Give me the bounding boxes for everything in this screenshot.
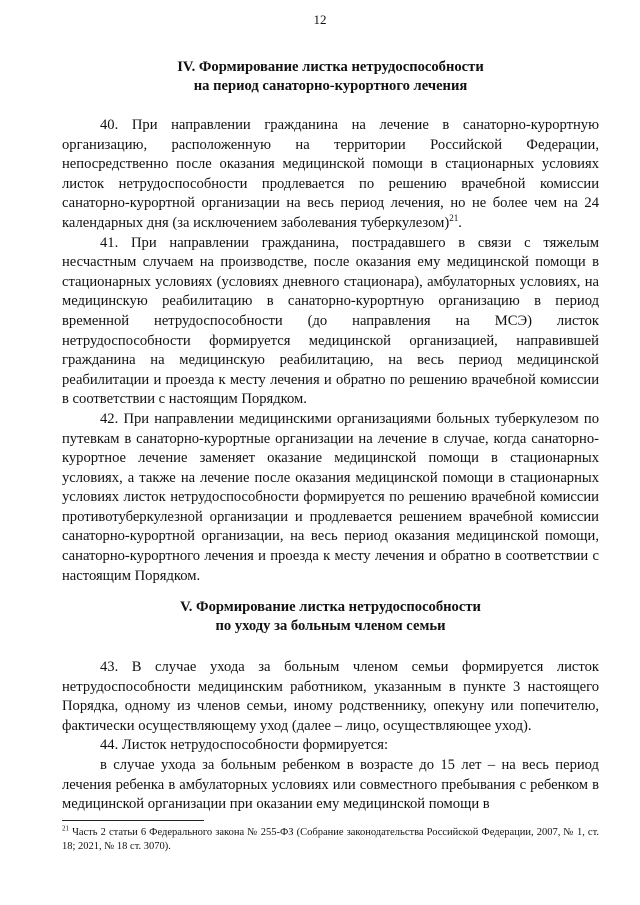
section-v-heading [62, 598, 599, 636]
section-v-body [62, 658, 599, 815]
paragraph-40-tail: . [458, 214, 462, 231]
footnote-mark: 21 [62, 824, 69, 833]
section-iv-body [62, 116, 599, 586]
paragraph-44-item: в случае ухода за больным ребенком в возрасте до 15 лет – на весь период лечения ребенка в амбулаторных условиях или совместного пребывания с ребенком в медицинской организации при оказании ему медицинской помощи в [62, 756, 599, 813]
footnote-divider [62, 820, 204, 821]
page-number: 12 [313, 12, 327, 27]
section-iv-heading [62, 58, 599, 96]
section-v-title-line2: по уходу за больным членом семьи [215, 618, 446, 634]
footnote-21 [62, 826, 599, 854]
section-iv-title-line1: IV. Формирование листка нетрудоспособности [177, 59, 484, 75]
paragraph-40-text: 40. При направлении гражданина на лечение в санаторно-курортную организацию, расположенную на территории Российской Федерации, непосредственно после оказания медицинской помощи в стационарных условиях листок нетрудоспособности продлевается по решению врачебной комиссии санаторно-курортной организации на весь период лечения, но не более чем на 24 календарных дня (за исключением заболевания туберкулезом) [62, 117, 599, 231]
paragraph-42: 42. При направлении медицинскими организациями больных туберкулезом по путевкам в санаторно-курортные организации на лечение в случае, когда санаторно-курортное лечение заменяет оказание медицинской помощи в стационарных условиях, а также на лечение после оказания медицинской помощи в стационарных условиях листок нетрудоспособности формируется по решению врачебной комиссии противотуберкулезной организации и продлевается решением врачебной комиссии санаторно-курортной организации, на весь период оказания медицинской помощи, санаторно-курортного лечения и проезда к месту лечения и обратно в соответствии с настоящим Порядком. [62, 410, 599, 584]
section-iv-title-line2: на период санаторно-курортного лечения [193, 78, 468, 94]
section-v-title-line1: V. Формирование листка нетрудоспособности [180, 599, 481, 615]
paragraph-40 [62, 116, 599, 234]
paragraph-41: 41. При направлении гражданина, пострадавшего в связи с тяжелым несчастным случаем на производстве, после оказания ему медицинской помощи в стационарных условиях (условиях дневного стационара), амбулаторных условиях, на медицинскую реабилитацию в санаторно-курортную организацию в период временной нетрудоспособности (до направления на МСЭ) листок нетрудоспособности формируется медицинской организацией, направившей гражданина на медицинскую реабилитацию, на весь период медицинской реабилитации и проезда к месту лечения и обратно по решению врачебной комиссии в соответствии с настоящим Порядком. [62, 234, 599, 408]
footnote-ref-21: 21 [449, 213, 459, 224]
paragraph-43: 43. В случае ухода за больным членом семьи формируется листок нетрудоспособности медицинским работником, указанным в пункте 3 настоящего Порядка, одному из членов семьи, иному родственнику, опекуну или попечителю, фактически осуществляющему уход (далее – лицо, осуществляющее уход). [62, 659, 599, 734]
footnote-text: Часть 2 статьи 6 Федерального закона № 255-ФЗ (Собрание законодательства Российской Федерации, 2007, № 1, ст. 18; 2021, № 18 ст. 3070). [62, 827, 599, 852]
paragraph-44: 44. Листок нетрудоспособности формируется: [100, 737, 388, 754]
